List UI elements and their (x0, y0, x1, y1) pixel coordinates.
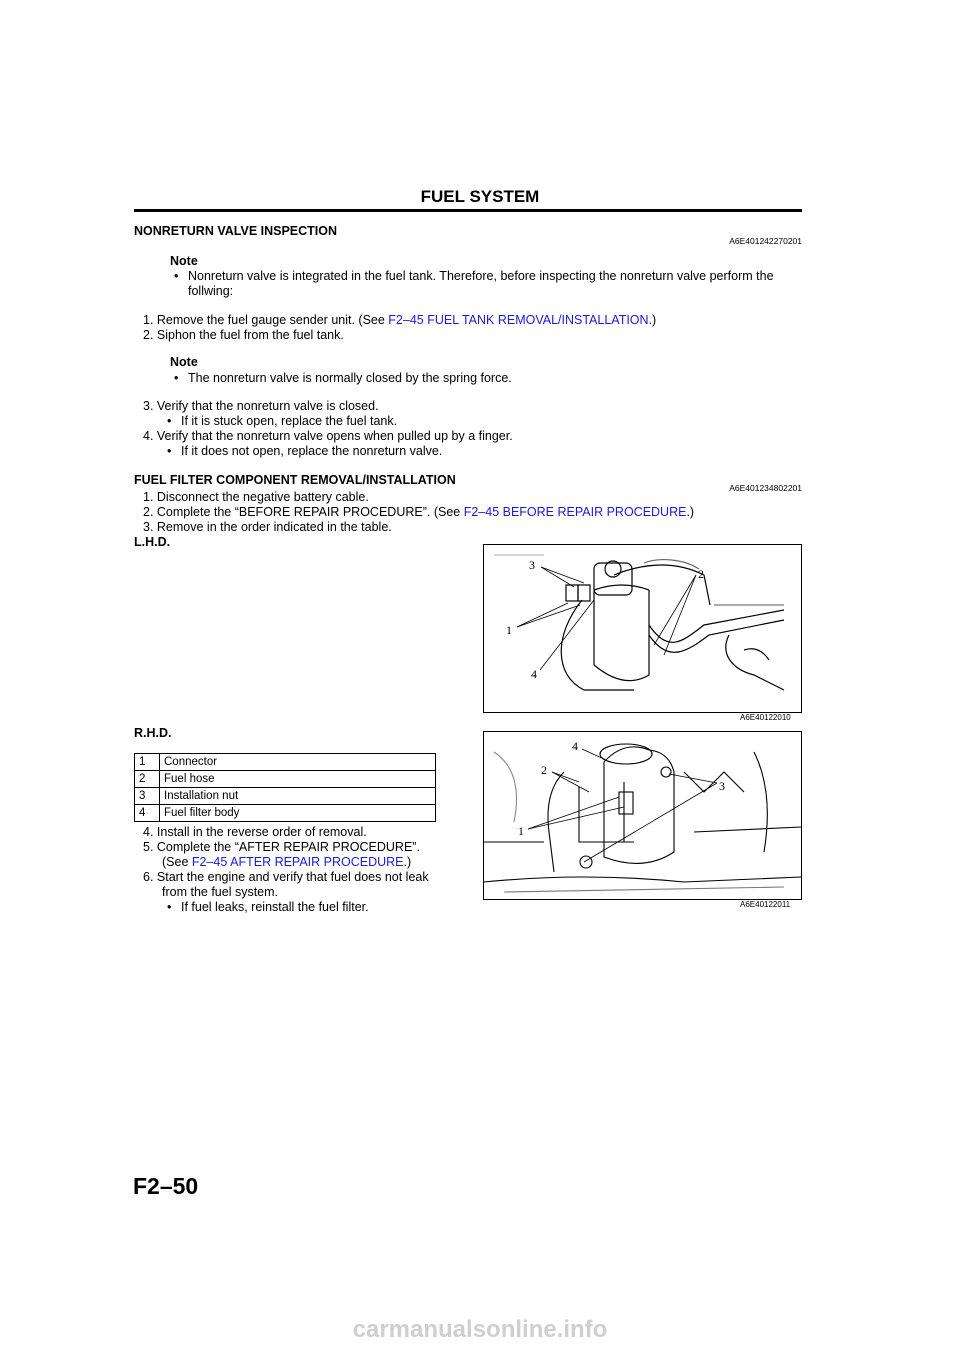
section-code-fuel-filter: A6E401234802201 (729, 483, 802, 493)
figure-code: A6E40122011 (740, 900, 791, 909)
watermark: carmanualsonline.info (352, 1316, 608, 1343)
step-1: 1. Disconnect the negative battery cable. (143, 490, 369, 504)
callout-label: 2 (698, 567, 704, 581)
step-2 (143, 505, 694, 520)
ref-link-before-repair[interactable]: F2–45 BEFORE REPAIR PROCEDURE (463, 505, 687, 519)
ref-link-after-repair[interactable]: F2–45 AFTER REPAIR PROCEDURE (191, 855, 404, 869)
callout-label: 1 (518, 824, 524, 838)
table-row (135, 754, 436, 771)
fuel-filter-rhd-illustration (484, 732, 801, 899)
fuel-filter-lhd-illustration (484, 545, 801, 712)
note-text: follwing: (188, 284, 234, 298)
step-text: .) (403, 855, 412, 869)
figure-lhd (483, 544, 802, 713)
step-text: 1. Remove the fuel gauge sender unit. (See (143, 313, 389, 327)
step-bullet: • If it does not open, replace the nonreturn valve. (181, 444, 442, 459)
part-name: Fuel filter body (160, 805, 436, 822)
ref-link-fuel-tank[interactable]: F2–45 FUEL TANK REMOVAL/INSTALLATION (388, 313, 649, 327)
step-text: (See (162, 855, 192, 869)
part-number: 2 (135, 771, 160, 788)
page-number: F2–50 (133, 1173, 199, 1199)
part-name: Connector (160, 754, 436, 771)
lhd-label: L.H.D. (134, 535, 171, 549)
step-bullet: • If fuel leaks, reinstall the fuel filter. (181, 900, 369, 915)
step-5: 5. Complete the “AFTER REPAIR PROCEDURE”. (143, 840, 420, 854)
step-3: 3. Remove in the order indicated in the table. (143, 520, 392, 534)
step-bullet: • If it is stuck open, replace the fuel tank. (181, 414, 397, 429)
figure-rhd (483, 731, 802, 900)
part-number: 4 (135, 805, 160, 822)
step-4: 4. Install in the reverse order of removal. (143, 825, 367, 839)
step-text: .) (648, 313, 657, 327)
step-text: 2. Complete the “BEFORE REPAIR PROCEDURE”. (See (143, 505, 464, 519)
table-row (135, 788, 436, 805)
note-heading: Note (170, 254, 198, 268)
section-title-nonreturn: NONRETURN VALVE INSPECTION (134, 224, 338, 238)
parts-table (134, 753, 436, 822)
step-text: .) (686, 505, 695, 519)
step-2: 2. Siphon the fuel from the fuel tank. (143, 328, 344, 342)
section-title-fuel-filter: FUEL FILTER COMPONENT REMOVAL/INSTALLATION (134, 473, 456, 487)
step-6-cont: from the fuel system. (162, 885, 279, 899)
figure-code: A6E40122010 (740, 713, 791, 722)
table-row (135, 805, 436, 822)
step-6: 6. Start the engine and verify that fuel does not leak (143, 870, 429, 884)
callout-label: 4 (531, 667, 537, 681)
part-number: 3 (135, 788, 160, 805)
rhd-label: R.H.D. (134, 726, 172, 740)
table-row (135, 771, 436, 788)
part-name: Fuel hose (160, 771, 436, 788)
section-code-nonreturn: A6E401242270201 (729, 236, 802, 246)
step-1 (143, 313, 656, 328)
callout-label: 3 (529, 558, 535, 572)
part-number: 1 (135, 754, 160, 771)
note-heading: Note (170, 355, 198, 369)
header-rule (134, 209, 802, 212)
step-5-see (162, 855, 411, 870)
callout-label: 3 (719, 779, 725, 793)
note-text: • Nonreturn valve is integrated in the fuel tank. Therefore, before inspecting the nonreturn valve perform the (188, 269, 774, 284)
note-text: • The nonreturn valve is normally closed by the spring force. (188, 371, 512, 386)
callout-label: 4 (572, 739, 578, 753)
step-4: 4. Verify that the nonreturn valve opens when pulled up by a finger. (143, 429, 513, 443)
page-title: FUEL SYSTEM (420, 187, 540, 206)
callout-label: 1 (506, 623, 512, 637)
step-3: 3. Verify that the nonreturn valve is closed. (143, 399, 379, 413)
callout-label: 2 (541, 763, 547, 777)
part-name: Installation nut (160, 788, 436, 805)
